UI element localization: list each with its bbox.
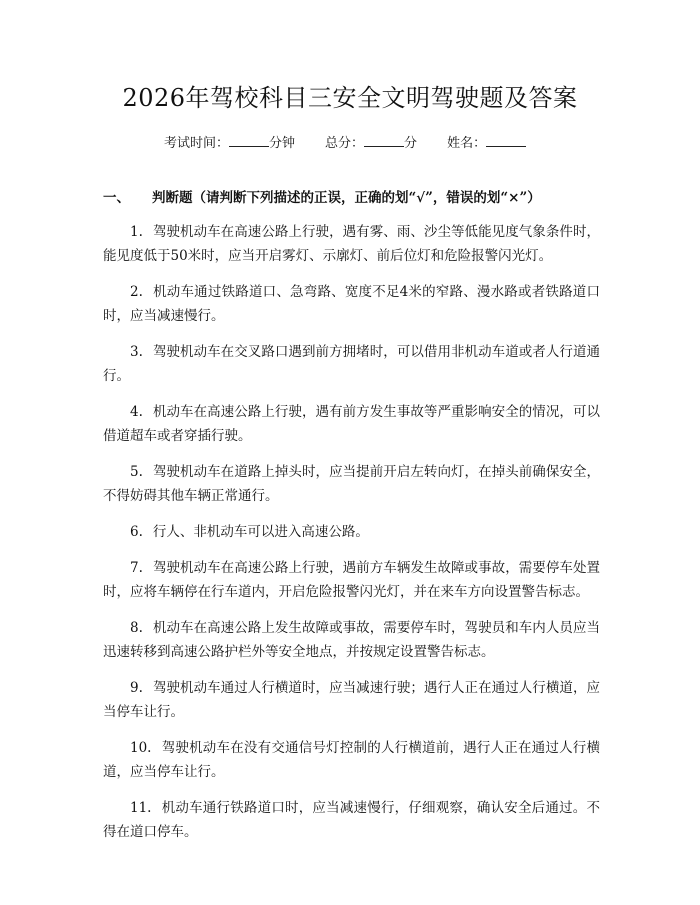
total-score-label: 总分： xyxy=(325,136,365,151)
question-text: 驾驶机动车在高速公路上行驶，遇前方车辆发生故障或事故，需要停车处置时，应将车辆停在行车道内，开启危险报警闪光灯，并在来车方向设置警告标志。 xyxy=(103,560,600,600)
section-heading-text: 判断题（请判断下列描述的正误，正确的划“√”，错误的划“×”） xyxy=(152,190,541,206)
question-number: 6. xyxy=(130,524,143,540)
question-number: 10. xyxy=(130,740,152,756)
question-number: 4. xyxy=(130,404,143,420)
total-score-blank xyxy=(364,132,404,147)
exam-time-field xyxy=(164,136,295,151)
question-text: 机动车通行铁路道口时，应当减速慢行，仔细观察，确认安全后通过。不得在道口停车。 xyxy=(103,800,600,840)
exam-time-label: 考试时间： xyxy=(164,136,230,151)
section-number: 一、 xyxy=(103,190,130,206)
question-number: 1. xyxy=(130,224,143,240)
question-item xyxy=(103,676,600,724)
question-number: 8. xyxy=(130,620,143,636)
name-blank xyxy=(486,132,526,147)
question-item xyxy=(103,520,600,544)
question-number: 9. xyxy=(130,680,143,696)
question-text: 机动车在高速公路上行驶，遇有前方发生事故等严重影响安全的情况，可以借道超车或者穿插行驶。 xyxy=(103,404,600,444)
exam-time-unit: 分钟 xyxy=(269,136,296,151)
question-text: 驾驶机动车通过人行横道时，应当减速行驶；遇行人正在通过人行横道，应当停车让行。 xyxy=(103,680,600,720)
exam-info-line xyxy=(164,132,556,154)
question-text: 驾驶机动车在没有交通信号灯控制的人行横道前，遇行人正在通过人行横道，应当停车让行。 xyxy=(103,740,600,780)
question-item xyxy=(103,400,600,448)
question-item xyxy=(103,340,600,388)
question-number: 2. xyxy=(130,284,143,300)
question-item xyxy=(103,796,600,844)
question-text: 机动车在高速公路上发生故障或事故，需要停车时，驾驶员和车内人员应当迅速转移到高速公路护栏外等安全地点，并按规定设置警告标志。 xyxy=(103,620,600,660)
total-score-field xyxy=(325,136,417,151)
question-item xyxy=(103,280,600,328)
question-item xyxy=(103,220,600,268)
question-list xyxy=(103,220,600,856)
question-text: 驾驶机动车在交叉路口遇到前方拥堵时，可以借用非机动车道或者人行道通行。 xyxy=(103,344,600,384)
question-item xyxy=(103,616,600,664)
question-text: 驾驶机动车在道路上掉头时，应当提前开启左转向灯，在掉头前确保安全，不得妨碍其他车辆正常通行。 xyxy=(103,464,600,504)
question-number: 5. xyxy=(130,464,143,480)
total-score-unit: 分 xyxy=(404,136,418,151)
question-item xyxy=(103,736,600,784)
name-field xyxy=(447,136,526,151)
question-number: 3. xyxy=(130,344,143,360)
document-title: 2026年驾校科目三安全文明驾驶题及答案 xyxy=(122,84,578,112)
question-text: 机动车通过铁路道口、急弯路、宽度不足4米的窄路、漫水路或者铁路道口时，应当减速慢行。 xyxy=(103,284,600,324)
question-number: 7. xyxy=(130,560,143,576)
exam-time-blank xyxy=(229,132,269,147)
question-text: 行人、非机动车可以进入高速公路。 xyxy=(152,524,369,540)
question-item xyxy=(103,556,600,604)
question-item xyxy=(103,460,600,508)
question-number: 11. xyxy=(130,800,152,816)
question-text: 驾驶机动车在高速公路上行驶，遇有雾、雨、沙尘等低能见度气象条件时，能见度低于50米时，应当开启雾灯、示廓灯、前后位灯和危险报警闪光灯。 xyxy=(103,224,600,264)
name-label: 姓名： xyxy=(447,136,487,151)
section-heading xyxy=(103,188,541,208)
